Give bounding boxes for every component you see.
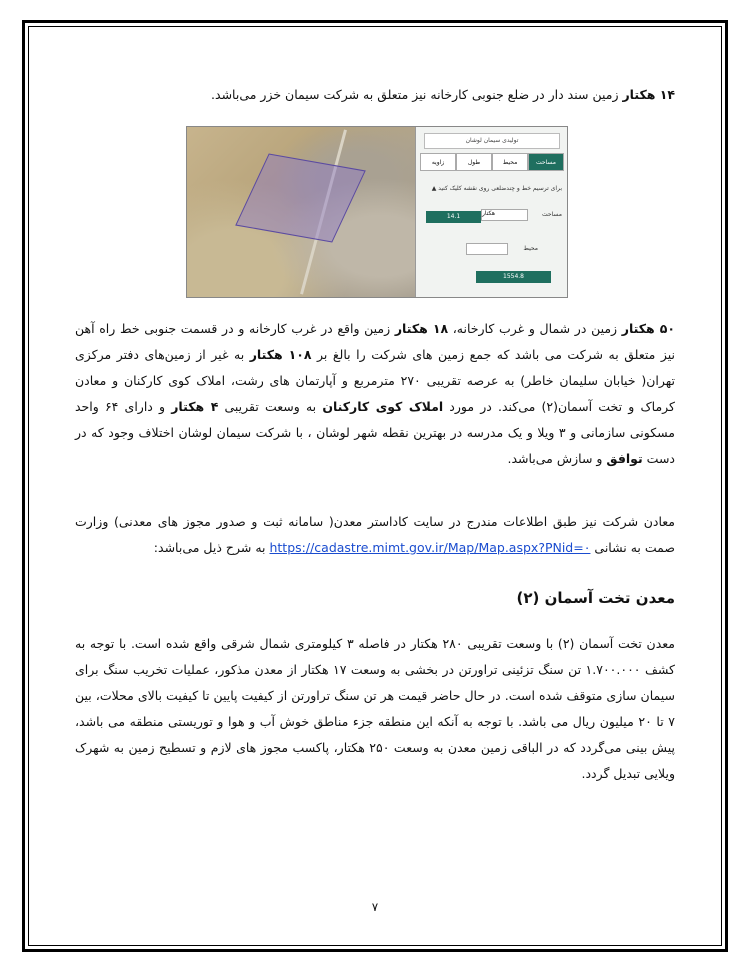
page-number: ۷ <box>371 900 379 914</box>
measure-tabs <box>420 153 564 171</box>
tab-area[interactable]: مساحت <box>528 153 564 171</box>
tab-perimeter[interactable]: محیط <box>492 153 528 171</box>
top-line-text: زمین سند دار در ضلع جنوبی کارخانه نیز متعلق به شرکت سیمان خزر می‌باشد. <box>211 87 623 102</box>
top-line-bold: ۱۴ هکتار <box>622 87 675 102</box>
map-screenshot-figure <box>186 126 568 298</box>
paragraph-mines <box>75 509 675 561</box>
document-page <box>40 34 710 934</box>
bold-staff-property: املاک کوی کارکنان <box>322 399 444 414</box>
perimeter-label: محیط <box>523 245 538 252</box>
unit-label: هکتار <box>482 210 496 217</box>
measure-panel <box>415 127 568 297</box>
text-span: معادن شرکت نیز طبق اطلاعات مندرج در سایت کاداستر معدن( سامانه ثبت و صدور مجوز های معدنی) وزارت صمت به نشانی <box>75 514 675 555</box>
cadastre-link[interactable]: https://cadastre.mimt.gov.ir/Map/Map.aspx?PNid=۰ <box>269 540 591 555</box>
text-span: به وسعت تقریبی <box>218 399 323 414</box>
area-value: 14.1 <box>426 211 481 223</box>
text-span: زمین واقع در غرب کارخانه و در قسمت جنوبی خط راه آهن نیز متعلق به شرکت می باشد که جمع زمین های شرکت را بالغ بر <box>75 321 675 362</box>
section-heading: معدن تخت آسمان (۲) <box>516 589 675 607</box>
bold-18ha: ۱۸ هکتار <box>394 321 449 336</box>
tab-length[interactable]: طول <box>456 153 492 171</box>
text-span: زمین در شمال و غرب کارخانه، <box>448 321 622 336</box>
bold-agreement: توافق <box>606 451 643 466</box>
perimeter-value: 1554.8 <box>476 271 551 283</box>
unit-field[interactable] <box>481 209 528 221</box>
area-label: مساحت <box>542 211 562 218</box>
panel-note: ▲ برای ترسیم خط و چندضلعی روی نقشه کلیک کنید <box>431 185 562 192</box>
top-line <box>211 86 675 104</box>
text-span: و دارای ۶۴ واحد مسکونی سازمانی و ۳ ویلا و یک مدرسه در بهترین نقطه شهر لوشان ، با شرکت سیمان لوشان اختلاف وجود که در دست <box>75 399 675 466</box>
tab-angle[interactable]: زاویه <box>420 153 456 171</box>
perimeter-unit-field[interactable] <box>466 243 508 255</box>
text-span: و سازش می‌باشد. <box>507 451 607 466</box>
paragraph-mine-details: معدن تخت آسمان (۲) با وسعت تقریبی ۲۸۰ هکتار در فاصله ۳ کیلومتری شمال شرقی واقع شده است. با توجه به کشف ۱.۷۰۰.۰۰۰ تن سنگ تزئینی تراورتن در بخشی به وسعت ۱۷ هکتار از معدن مذکور، عملیات تخریب سنگ برای سیمان سازی متوقف شده است. در حال حاضر قیمت هر تن سنگ تراورتن از کیفیت پایین تا کیفیت بالای محلات، بین ۷ تا ۲۰ میلیون ریال می باشد. با توجه به آنکه این منطقه جزء مناطق خوش آب و هوا و توریستی منطقه می باشد، پیش بینی می‌گردد که در الباقی زمین معدن به وسعت ۲۵۰ هکتار، پاکسب مجوز های لازم و تسطیح زمین به شهرک ویلایی تبدیل گردد. <box>75 636 676 781</box>
bold-4ha: ۴ هکتار <box>171 399 219 414</box>
paragraph-land <box>75 316 675 472</box>
measured-area-polygon <box>235 153 366 242</box>
satellite-map <box>187 127 415 297</box>
text-span: به غیر از زمین‌های دفتر مرکزی تهران( خیابان سلیمان خاطر) به عرصه تقریبی ۲۷۰ مترمربع و آپارتمان های رشت، املاک کوی کارکنان و معادن کرماک و تخت آسمان(۲) می‌کند. در مورد <box>75 347 675 414</box>
panel-title: تولیدی سیمان لوشان <box>424 133 560 149</box>
bold-50ha: ۵۰ هکتار <box>621 321 676 336</box>
text-span: به شرح ذیل می‌باشد: <box>153 540 270 555</box>
bold-108ha: ۱۰۸ هکتار <box>249 347 312 362</box>
